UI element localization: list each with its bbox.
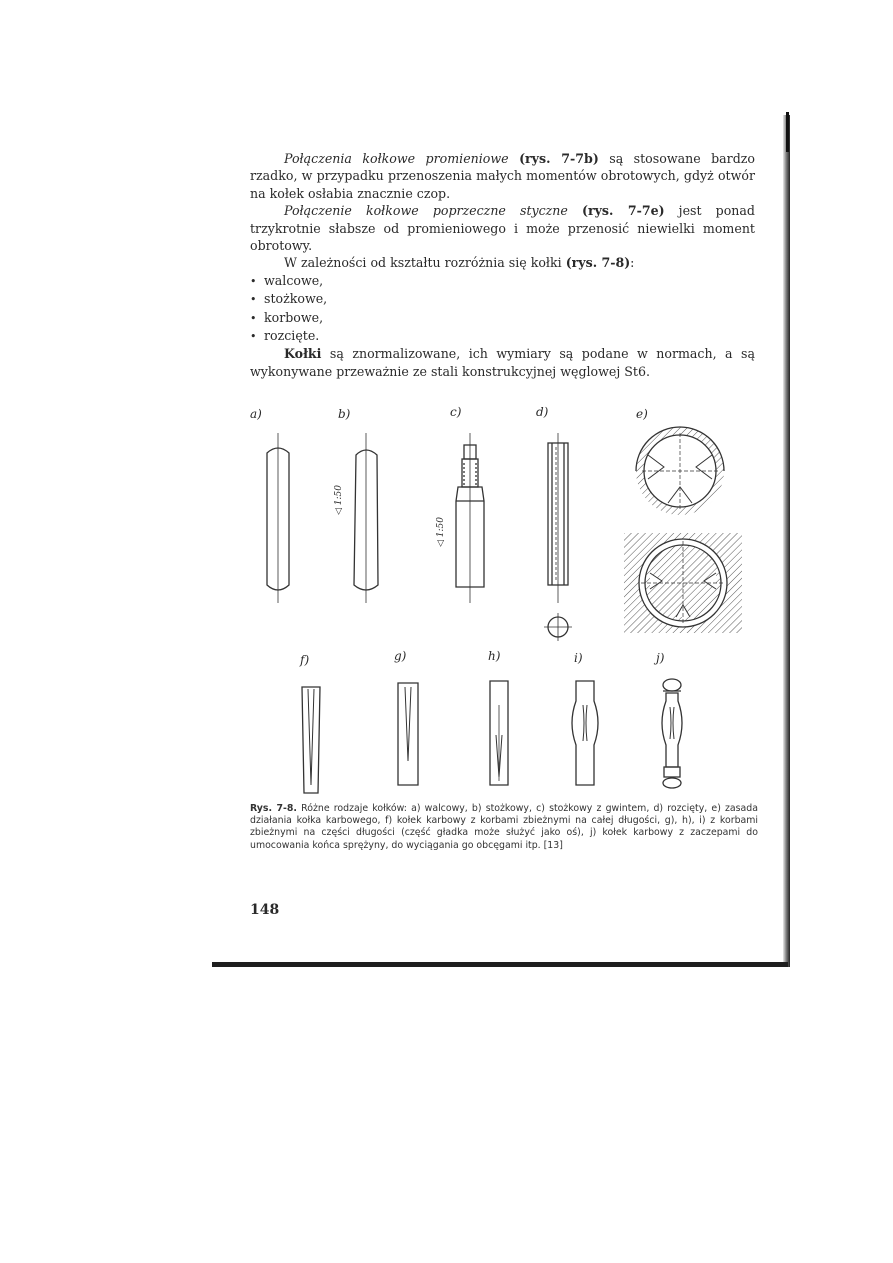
paragraph-tangent-text: jest ponad trzykrotnie słabsze od promieniowego i może przenosić niewielki moment obrotowy. [250, 203, 755, 254]
term-tangent: Połączenie kołkowe poprzeczne styczne [284, 203, 568, 219]
list-item: • stożkowe, [250, 290, 755, 308]
label-h: h) [488, 649, 501, 663]
pin-b-taper [354, 433, 378, 603]
figure-caption [250, 803, 758, 852]
scan-shadow-right [783, 115, 790, 967]
paragraph-radial-text: są stosowane bardzo rzadko, w przypadku przenoszenia małych momentów obrotowych, gdyż otwór na kołek osłabia znacznie czop. [250, 151, 755, 201]
colon: : [630, 255, 635, 271]
caption-prefix: Rys. 7-8. [250, 803, 297, 814]
taper-label-b: ◁ 1:50 [334, 485, 344, 515]
label-j: j) [656, 651, 665, 665]
label-g: g) [394, 649, 407, 663]
label-i: i) [574, 651, 583, 665]
paragraph-standards [250, 345, 755, 380]
pin-g-grooved-partial [398, 683, 418, 785]
term-kolki: Kołki [284, 346, 322, 362]
label-e: e) [636, 407, 648, 421]
ref-7-7e: (rys. 7-7e) [581, 203, 665, 219]
pin-d-split [544, 433, 572, 641]
page-number: 148 [250, 902, 280, 918]
label-a: a) [250, 407, 262, 421]
paragraph-shapes [250, 254, 755, 271]
pin-j-grooved-hook [662, 679, 682, 788]
caption-text: Różne rodzaje kołków: a) walcowy, b) stożkowy, c) stożkowy z gwintem, d) rozcięty, e) zasada działania kołka karbowego, f) kołek karbowy z korbami zbieżnymi na całej długości, g), h), i) z korbami zbieżnymi na części długości (część gładka może służyć jako oś), j) kołek karbowy z zaczepami do umocowania końca sprężyny, do wyciągania go obcęgami itp. [13] [250, 803, 758, 851]
pin-e-grooved-principle [624, 427, 742, 633]
pin-h-grooved-end [490, 681, 508, 785]
pin-f-grooved-full [302, 687, 320, 793]
paragraph-standards-text: są znormalizowane, ich wymiary są podane w normach, a są wykonywane przeważnie ze stali konstrukcyjnej węglowej St6. [250, 346, 755, 379]
label-b: b) [338, 407, 351, 421]
bullet-list [250, 272, 755, 346]
scan-shadow-bottom [212, 962, 788, 967]
pin-c-threaded [456, 433, 484, 603]
pin-i-grooved-middle [572, 681, 598, 785]
ref-7-8: (rys. 7-8) [565, 255, 631, 271]
paragraph-tangent [250, 202, 755, 254]
figure-7-8 [250, 405, 760, 800]
paragraph-radial [250, 150, 755, 202]
label-f: f) [300, 653, 310, 667]
list-item: • rozcięte. [250, 327, 755, 345]
list-item: • korbowe, [250, 309, 755, 327]
label-d: d) [536, 405, 549, 419]
pin-drawings [250, 405, 760, 800]
pin-a-cylindrical [267, 433, 289, 603]
page-body [250, 150, 755, 380]
label-c: c) [450, 405, 462, 419]
taper-label-c: ◁ 1:50 [436, 517, 446, 547]
ref-7-7b: (rys. 7-7b) [519, 151, 599, 166]
paragraph-shapes-text: W zależności od kształtu rozróżnia się kołki [284, 255, 566, 271]
list-item: • walcowe, [250, 272, 755, 290]
scan-mark [786, 112, 789, 152]
term-radial: Połączenia kołkowe promieniowe [284, 151, 509, 166]
